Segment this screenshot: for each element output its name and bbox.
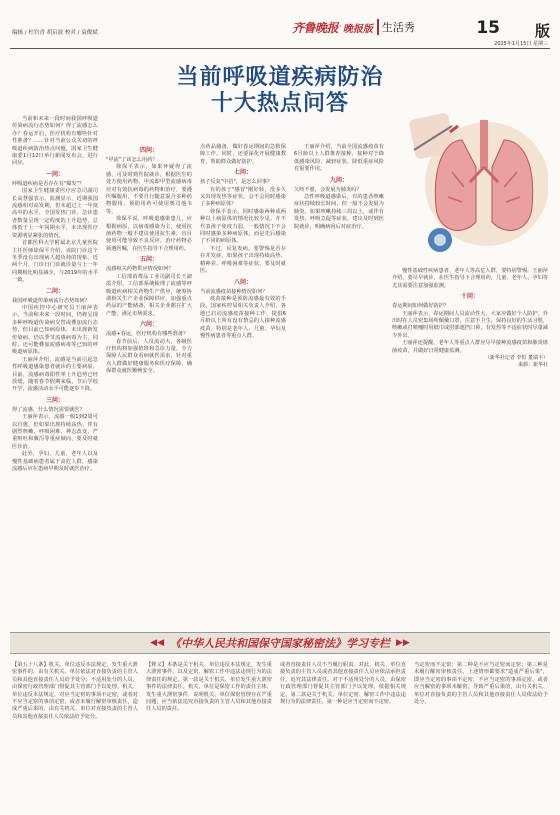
- masthead-dot: ·: [339, 22, 342, 32]
- paragraph: 王丽萍介绍，当前全国流感疫苗有6月龄以上人群推荐接种，接种对于降低感染风险、减轻症状、降低重症风险有重要作用。: [294, 144, 384, 173]
- banner-left-ornament: ◀◀: [150, 638, 164, 648]
- paragraph: 王丽萍介绍，流感是当前引起急性呼吸道感染患者就诊的主要病原。目前，流感病毒阳性率上升趋势已经放缓，随着春节假期来临，节后学校开学，流感活动水平可能逐步下降。: [12, 356, 98, 393]
- paragraph: 徐保平表示，如果怀疑得了流感，可及时到医院就诊，根据医生的处方使用药物。甲流即甲型流感病毒应对有效抗病毒的药物和治疗，要遵医嘱服用，不要自行随意混合多种药物服用，预防用药可使用奥司他韦等。: [106, 164, 192, 215]
- paragraph: 有的孩子"感冒"刚好转，没多久又出现发热等症状，会不会同时感染了多种病原体？: [200, 186, 286, 208]
- section-heading-q4: 四问：: [139, 147, 158, 154]
- page-label: 版: [534, 22, 550, 40]
- question-4: "甲流"了该怎么用药？: [106, 157, 158, 163]
- section-heading-q6: 六问：: [139, 321, 158, 329]
- masthead-sub: 晚报版: [342, 23, 373, 35]
- paragraph: 此外，孕妇、儿童、老年人以及慢性基础病患者属于高危人群，感染流感后应在患病早期及时就医治疗。: [12, 451, 98, 473]
- paragraph: 慢性基础性疾病患者、老年人等高危人群，要特别警惕。王丽萍介绍，要尽早就诊，在医生指导下合理用药，儿童、老年人、孕妇等尤其需要注意加强监测。: [392, 268, 548, 289]
- law-col-4: 当定密而不定密；第二种是不应当定密而定密；第三种是未履行解密审核责任。上述情形都要求"造成严重后果"，即应当定密的事项不定密，不应当定密的事项定密，或者应当解密的事项未解密，导致严重后果的，由有关机关、单位对直接负责的主管人员和其他直接责任人员依法给予处分。: [414, 662, 548, 706]
- law-col-2: 【释义】本条是关于机关、单位违反本法规定，发生重大泄密事件，以及定密、解密工作中违法违规行为的法律责任的规定。第一款是关于机关、单位发生重大泄密事件的法律责任。机关、单位是保密工作的责任主体，发生重大泄密事件，说明机关、单位保密管理存在严重问题，应当依法追究直接负责的主管人员和其他直接责任人员的责任。: [146, 662, 272, 713]
- paragraph: 王丽萍表示，春运期间人员流动性大，大家应做好个人防护，外出时在人员密集场所佩戴口罩，注意手卫生，保持良好的生活习惯，咳嗽或打喷嚏时用纸巾或肘部遮挡口鼻，有发热等不适症状时尽量减少外出。: [392, 310, 548, 339]
- masthead-logo: [292, 17, 440, 37]
- question-3: 得了流感，什么情况需要就医？: [12, 406, 85, 413]
- banner-title: 《中华人民共和国保守国家秘密法》学习专栏: [170, 637, 390, 650]
- article-col-4: [294, 144, 384, 231]
- section-heading-q1: 一问：: [45, 170, 64, 178]
- article-col-2: [106, 144, 192, 376]
- paragraph: 工信部消费品工业司副司长王淑霞介绍，工信部系统梳理了流感等呼吸道疾病相关药物生产供应，统筹协调相关生产企业保障供应，加强重点药品的产能储备，相关企业都在扩大产能，满足市场需求。: [106, 273, 192, 317]
- section-heading-q5: 五问：: [139, 256, 158, 264]
- paragraph: 春节前后，人员流动大，各级医疗机构将加强值班和急诊力量，全力保障人民群众看病就医需求，针对重点人群做好健康服务和医疗保障，确保群众就医顺畅安全。: [106, 338, 192, 375]
- question-5: 流感相关药物供应情况如何？: [106, 266, 174, 273]
- question-8: 当前流感疫苗接种情况如何？: [200, 288, 268, 295]
- intro-paragraph: 当前和未来一段时间我国呼吸道传染病流行态势如何？得了流感怎么办？春运开启，医疗机构有哪些针对性准备？……针对当前公众关切的呼吸道疾病防治热点问题，国家卫生健康委1月12日举行新闻发布会，进行回应。: [12, 116, 98, 167]
- article-col-3: [200, 144, 286, 340]
- law-col-3: 或者直接责任人员不当履行职责。对此，机关、单位直接负责的主管人员或者其他直接责任人员应依法承担责任，追究其法律责任。对于不适用处分的人员，由保密行政管理部门督促其主管部门予以处理，依据相关规定。第二款是关于机关、单位定密、解密工作中违法违规行为的法律责任。第一种是应当定密而不定密。: [280, 662, 406, 706]
- source-credit: 来源：新华社: [517, 362, 548, 369]
- question-2: 我国呼吸道传染病流行态势如何？: [12, 297, 90, 304]
- paragraph: 疫苗接种是预防流感最有效的手段。国家疾控局相关负责人介绍，各地已启动流感疫苗接种工作，提倡6月龄以上所有没有禁忌的人接种流感疫苗，特别是老年人、儿童、孕妇及慢性病患者等重点人群。: [200, 295, 286, 339]
- lungs-illustration: [392, 112, 548, 262]
- question-7: 孩子反复"中招"，是怎么回事？: [200, 179, 273, 186]
- paragraph: 徐保平表示，同时感染两种或两种以上病原体的情况比较少见。并不代表孩子免疫力弱，一般情况下不会同时感染多种病原体，而是先后感染了不同的病原体。: [200, 208, 286, 245]
- question-1: 呼吸道疾病是否存在有"爆发"？: [12, 180, 85, 187]
- law-col-1: 【第五十八条】机关、单位违反本法规定，发生重大泄密事件的，由有关机关、单位依法对直接负责的主管人员和其他直接责任人员给予处分；不适用处分的人员，由保密行政管理部门督促其主管部门予以处理。机关、单位违反本法规定，对应当定密的事项不定密，或者对不应当定密的事项定密，或者未履行解密审核责任，造成严重后果的，由有关机关、单位对直接负责的主管人员和其他直接责任人员依法给予处分。: [12, 662, 138, 720]
- byline: （新华社记者 李恒 董瑞丰）: [484, 355, 548, 362]
- editors-line: 编辑 / 杜钓青 胡启波 校对 / 袁俊斌: [12, 30, 98, 36]
- banner-right-ornament: ▶▶: [396, 638, 410, 648]
- headline-line1: 当前呼吸道疾病防治: [176, 65, 384, 90]
- section-heading-q3: 三问：: [45, 396, 64, 404]
- question-9: 久咳不愈，会发展为肺炎吗？: [294, 186, 362, 193]
- paragraph: 王丽萍表示，流感一般1到2周可以自愈，但如果出现持续高热、伴有剧烈咳嗽、呼吸困难、神志改变、严重呕吐和腹泻等重症倾向，要及时就医诊治。: [12, 414, 98, 450]
- paragraph: 王丽萍还提醒，老年人等重点人群应尽早接种流感疫苗和肺炎球菌疫苗，并做好日常健康监测。: [392, 340, 548, 354]
- paragraph: 急性呼吸道感染后，有的患者咳嗽症状持续较长时间，但一般不会发展为肺炎。如果咳嗽持续三周以上，或伴有发热、呼吸急促等症状，建议及时到医院就诊，明确病因后对症治疗。: [294, 194, 384, 230]
- headline-line2: 十大热点问答: [210, 91, 349, 116]
- page-date: 2025年1月15日 星期三: [494, 41, 548, 47]
- section-heading-q2: 二问：: [45, 287, 64, 295]
- section-name: 生活秀: [377, 19, 415, 35]
- page-number: 15: [476, 18, 500, 38]
- masthead: 齐鲁晚报: [292, 20, 339, 35]
- section-heading-q8: 八问：: [233, 278, 252, 286]
- section-heading-q10: 十问：: [460, 293, 479, 301]
- article-col-1: [12, 116, 98, 473]
- paragraph: 不过，反复发病，要警惕是否存在并发症，如果孩子出现持续高热、精神差、呼吸困难等症状，要及时就医。: [200, 245, 286, 275]
- article-col-5: [392, 268, 548, 370]
- paragraph: 徐保平说，呼吸道感染患儿，应根据病原，以病毒感染为主，使用抗菌药物一般不建议使用抗生素，盲目使用可能导致不良反应。治疗药物必须遵医嘱，在医生指导下合理用药。: [106, 216, 192, 252]
- section-heading-q7: 七问：: [233, 169, 252, 177]
- question-10: 春运期间如何做好防护？: [392, 303, 450, 310]
- paragraph: 点药品储备，做好春运期间的急救保障工作，同时，还要深化开展健康教育，帮助群众做好防护。: [200, 144, 286, 165]
- paragraph: 中国疾控中心研究员王丽萍表示，当前和未来一段时间，仍将呈现多种呼吸道传染病交替或叠加流行态势，但目前已知病原体，未出现新发传染病，仍以季节流感病毒为主，同时，还可能叠加流感病毒等已知的呼吸道病原体。: [12, 304, 98, 356]
- header-rule: [10, 48, 550, 49]
- paragraph: 国家卫生健康委医疗应急司副司长高慧强表示，监测显示，近期我国流感相对高发期，但未超过上一年度高中的水平，全国发热门诊、急诊患者数量呈现一定程度的上升趋势，总体低于上一年同期水平，未出现医疗资源明显紧张的情况。: [12, 188, 98, 239]
- section-heading-q9: 九问：: [329, 176, 348, 184]
- paragraph: 首都医科大学附属北京儿童医院主任医师徐保平介绍，该院门诊这个冬季没有出现病人超负荷的现象。近两个月，门诊日门诊就诊量与上一年同期相比明显减少，与2019年的水平一致。: [12, 240, 98, 284]
- question-6: 流感+春运，医疗机构有哪些准备？: [106, 331, 189, 338]
- law-column-banner: [10, 632, 550, 654]
